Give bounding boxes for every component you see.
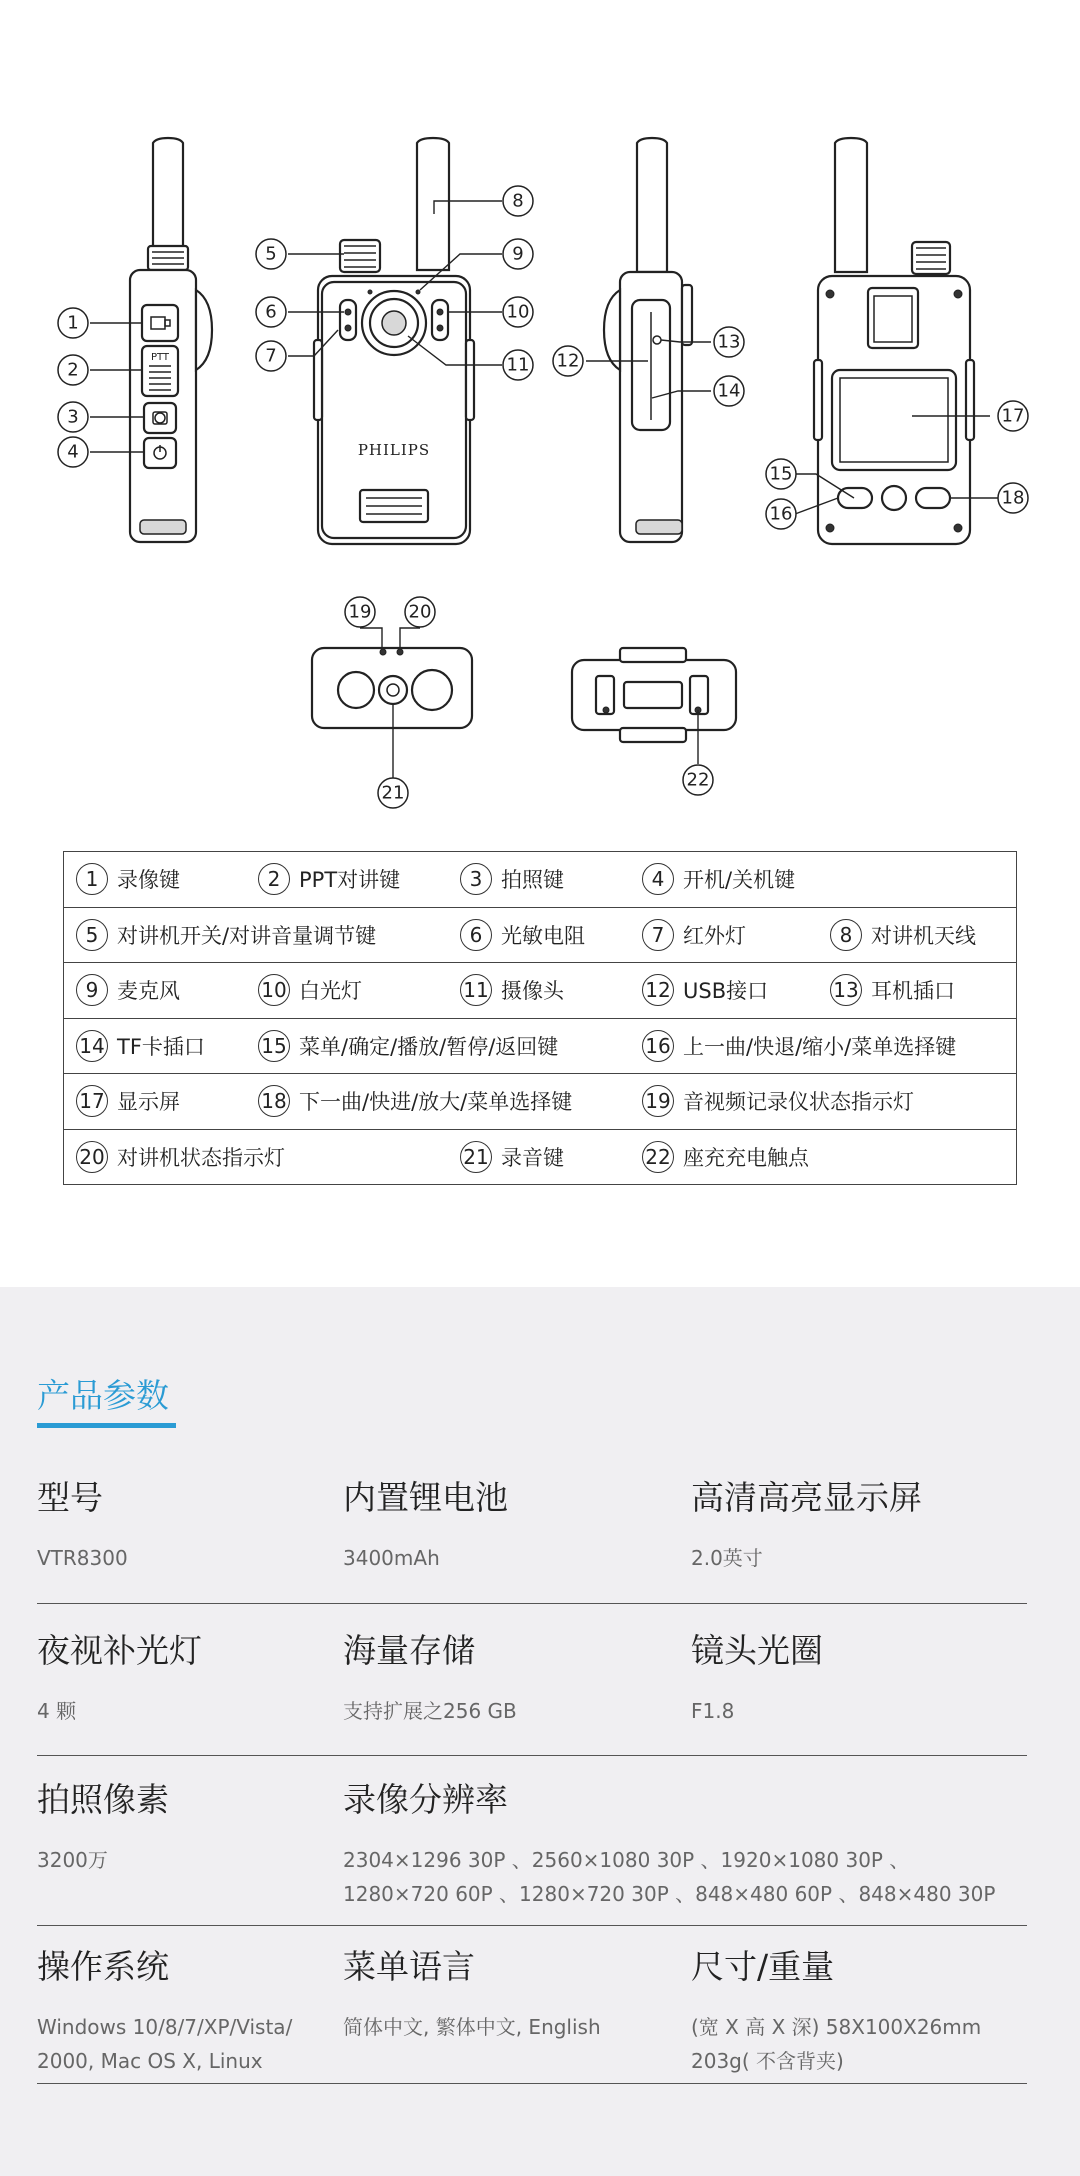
spec-value bbox=[37, 1694, 202, 1728]
front-view bbox=[314, 138, 474, 544]
callout-number: 20 bbox=[408, 601, 432, 623]
callout-3 bbox=[58, 402, 88, 432]
callout-number: 17 bbox=[1001, 405, 1025, 427]
device-diagrams bbox=[0, 0, 1080, 820]
spec-value bbox=[343, 2010, 601, 2044]
legend-item-2 bbox=[258, 852, 400, 907]
callout-17 bbox=[998, 401, 1028, 431]
legend-table bbox=[63, 851, 1017, 1185]
spec-label: 型号 bbox=[37, 1478, 103, 1517]
callout-19 bbox=[345, 597, 375, 627]
spec-value-line: VTR8300 bbox=[37, 1546, 128, 1570]
legend-item-11 bbox=[460, 963, 564, 1018]
callout-number: 5 bbox=[265, 243, 277, 265]
callout-number: 19 bbox=[348, 601, 372, 623]
legend-label: 菜单/确定/播放/暂停/返回键 bbox=[299, 1034, 559, 1059]
callout-number: 2 bbox=[67, 359, 79, 381]
bottom-view bbox=[572, 648, 736, 742]
spec-item bbox=[691, 1625, 823, 1728]
legend-item-20 bbox=[76, 1130, 285, 1185]
legend-number-badge: 14 bbox=[76, 1030, 108, 1062]
callout-number: 4 bbox=[67, 441, 79, 463]
spec-row bbox=[37, 1472, 1027, 1604]
callout-7 bbox=[256, 341, 286, 371]
spec-value-line: 3400mAh bbox=[343, 1546, 440, 1570]
spec-item bbox=[691, 1472, 922, 1575]
spec-label: 录像分辨率 bbox=[343, 1780, 508, 1819]
spec-row bbox=[37, 1941, 1027, 2084]
spec-label: 镜头光圈 bbox=[691, 1631, 823, 1670]
spec-item bbox=[343, 1472, 508, 1575]
spec-value bbox=[343, 1694, 517, 1728]
legend-label: TF卡插口 bbox=[117, 1034, 205, 1059]
legend-number-badge: 9 bbox=[76, 974, 108, 1006]
spec-value-line: Windows 10/8/7/XP/Vista/ bbox=[37, 2015, 293, 2039]
spec-value bbox=[37, 1541, 128, 1575]
legend-label: 下一曲/快进/放大/菜单选择键 bbox=[299, 1090, 573, 1115]
legend-row bbox=[64, 963, 1016, 1019]
spec-item bbox=[37, 1941, 292, 2078]
legend-label: 开机/关机键 bbox=[683, 868, 796, 893]
callout-20 bbox=[405, 597, 435, 627]
legend-item-16 bbox=[642, 1019, 956, 1074]
spec-value-line: 1280×720 60P 、1280×720 30P 、848×480 60P 、848×480 30P bbox=[343, 1882, 996, 1906]
legend-item-13 bbox=[830, 963, 955, 1018]
legend-row bbox=[64, 1130, 1016, 1185]
legend-row bbox=[64, 852, 1016, 908]
spec-label: 高清高亮显示屏 bbox=[691, 1478, 922, 1517]
legend-item-3 bbox=[460, 852, 564, 907]
legend-item-5 bbox=[76, 908, 376, 963]
callout-number: 15 bbox=[769, 463, 793, 485]
callout-18 bbox=[998, 483, 1028, 513]
callout-8 bbox=[503, 186, 533, 216]
legend-item-7 bbox=[642, 908, 746, 963]
legend-row bbox=[64, 1074, 1016, 1130]
legend-label: USB接口 bbox=[683, 979, 769, 1004]
spec-value-line: 203g( 不含背夹) bbox=[691, 2049, 844, 2073]
specs-section bbox=[0, 1287, 1080, 2176]
callout-1 bbox=[58, 308, 88, 338]
spec-row bbox=[37, 1625, 1027, 1756]
legend-item-6 bbox=[460, 908, 585, 963]
spec-value-line: 4 颗 bbox=[37, 1699, 77, 1723]
spec-value bbox=[691, 2010, 981, 2078]
legend-label: 摄像头 bbox=[501, 979, 564, 1004]
legend-label: 录音键 bbox=[501, 1145, 564, 1170]
legend-label: 座充充电触点 bbox=[683, 1145, 809, 1170]
legend-label: 红外灯 bbox=[683, 923, 746, 948]
legend-number-badge: 21 bbox=[460, 1141, 492, 1173]
callout-number: 10 bbox=[506, 301, 530, 323]
legend-label: 音视频记录仪状态指示灯 bbox=[683, 1090, 914, 1115]
legend-number-badge: 2 bbox=[258, 863, 290, 895]
spec-label: 尺寸/重量 bbox=[691, 1947, 835, 1986]
spec-row bbox=[37, 1774, 1027, 1926]
callout-number: 22 bbox=[686, 769, 710, 791]
callout-number: 7 bbox=[265, 345, 277, 367]
spec-value-line: (宽 X 高 X 深) 58X100X26mm bbox=[691, 2015, 982, 2039]
legend-label: 耳机插口 bbox=[871, 979, 955, 1004]
legend-item-15 bbox=[258, 1019, 558, 1074]
legend-row bbox=[64, 908, 1016, 964]
callout-10 bbox=[503, 297, 533, 327]
spec-label: 夜视补光灯 bbox=[37, 1631, 202, 1670]
callout-number: 3 bbox=[67, 406, 79, 428]
legend-number-badge: 20 bbox=[76, 1141, 108, 1173]
legend-number-badge: 11 bbox=[460, 974, 492, 1006]
callout-11 bbox=[503, 350, 533, 380]
legend-number-badge: 5 bbox=[76, 919, 108, 951]
callout-number: 1 bbox=[67, 312, 79, 334]
spec-item bbox=[37, 1625, 202, 1728]
spec-value-line: F1.8 bbox=[691, 1699, 735, 1723]
legend-number-badge: 22 bbox=[642, 1141, 674, 1173]
legend-number-badge: 12 bbox=[642, 974, 674, 1006]
ptt-button-label: PTT bbox=[150, 352, 170, 363]
spec-value bbox=[343, 1843, 995, 1911]
callout-number: 8 bbox=[512, 190, 524, 212]
legend-number-badge: 8 bbox=[830, 919, 862, 951]
spec-value bbox=[691, 1694, 823, 1728]
legend-item-9 bbox=[76, 963, 180, 1018]
spec-label: 菜单语言 bbox=[343, 1947, 475, 1986]
callout-13 bbox=[714, 327, 744, 357]
spec-value-line: 2000, Mac OS X, Linux bbox=[37, 2049, 263, 2073]
legend-item-18 bbox=[258, 1074, 572, 1129]
legend-number-badge: 4 bbox=[642, 863, 674, 895]
spec-item bbox=[343, 1625, 517, 1728]
callout-number: 14 bbox=[717, 380, 741, 402]
brand-logo-text: PHILIPS bbox=[357, 441, 431, 459]
legend-label: 对讲机开关/对讲音量调节键 bbox=[117, 923, 377, 948]
legend-label: 光敏电阻 bbox=[501, 923, 585, 948]
legend-item-19 bbox=[642, 1074, 914, 1129]
callout-number: 18 bbox=[1001, 487, 1025, 509]
legend-label: 显示屏 bbox=[117, 1090, 180, 1115]
spec-item bbox=[37, 1472, 128, 1575]
callout-number: 16 bbox=[769, 503, 793, 525]
callout-21 bbox=[378, 778, 408, 808]
callout-15 bbox=[766, 459, 796, 489]
legend-item-22 bbox=[642, 1130, 809, 1185]
spec-item bbox=[37, 1774, 169, 1877]
legend-label: 麦克风 bbox=[117, 979, 180, 1004]
callout-number: 13 bbox=[717, 331, 741, 353]
callout-number: 12 bbox=[556, 350, 580, 372]
specs-title-underline bbox=[37, 1423, 176, 1428]
callout-4 bbox=[58, 437, 88, 467]
side-view-left bbox=[130, 138, 212, 542]
spec-value-line: 支持扩展之256 GB bbox=[343, 1699, 517, 1723]
callout-number: 21 bbox=[381, 782, 405, 804]
spec-value-line: 3200万 bbox=[37, 1848, 108, 1872]
legend-item-14 bbox=[76, 1019, 205, 1074]
legend-number-badge: 6 bbox=[460, 919, 492, 951]
legend-label: 录像键 bbox=[117, 868, 180, 893]
spec-item bbox=[691, 1941, 981, 2078]
legend-label: PPT对讲键 bbox=[299, 868, 401, 893]
legend-label: 白光灯 bbox=[299, 979, 362, 1004]
spec-label: 操作系统 bbox=[37, 1947, 169, 1986]
legend-number-badge: 19 bbox=[642, 1085, 674, 1117]
spec-item bbox=[343, 1774, 995, 1911]
spec-value-line: 2304×1296 30P 、2560×1080 30P 、1920×1080 30P 、 bbox=[343, 1848, 910, 1872]
spec-value bbox=[343, 1541, 508, 1575]
legend-number-badge: 13 bbox=[830, 974, 862, 1006]
legend-item-4 bbox=[642, 852, 795, 907]
legend-item-8 bbox=[830, 908, 976, 963]
legend-label: 对讲机状态指示灯 bbox=[117, 1145, 285, 1170]
legend-number-badge: 17 bbox=[76, 1085, 108, 1117]
callout-number: 6 bbox=[265, 301, 277, 323]
legend-number-badge: 16 bbox=[642, 1030, 674, 1062]
callout-5 bbox=[256, 239, 286, 269]
callout-9 bbox=[503, 239, 533, 269]
callout-number: 11 bbox=[506, 354, 530, 376]
spec-value-line: 简体中文, 繁体中文, English bbox=[343, 2015, 601, 2039]
legend-label: 对讲机天线 bbox=[871, 923, 976, 948]
callout-number: 9 bbox=[512, 243, 524, 265]
legend-label: 上一曲/快退/缩小/菜单选择键 bbox=[683, 1034, 957, 1059]
legend-item-12 bbox=[642, 963, 768, 1018]
legend-item-21 bbox=[460, 1130, 564, 1185]
spec-value bbox=[691, 1541, 922, 1575]
spec-value-line: 2.0英寸 bbox=[691, 1546, 763, 1570]
spec-label: 海量存储 bbox=[343, 1631, 475, 1670]
legend-number-badge: 3 bbox=[460, 863, 492, 895]
callout-14 bbox=[714, 376, 744, 406]
spec-label: 内置锂电池 bbox=[343, 1478, 508, 1517]
legend-number-badge: 15 bbox=[258, 1030, 290, 1062]
spec-label: 拍照像素 bbox=[37, 1780, 169, 1819]
legend-number-badge: 10 bbox=[258, 974, 290, 1006]
callout-22 bbox=[683, 765, 713, 795]
top-view bbox=[312, 648, 472, 728]
legend-number-badge: 18 bbox=[258, 1085, 290, 1117]
legend-label: 拍照键 bbox=[501, 868, 564, 893]
legend-number-badge: 1 bbox=[76, 863, 108, 895]
spec-value bbox=[37, 1843, 169, 1877]
side-view-right bbox=[604, 138, 692, 542]
spec-item bbox=[343, 1941, 601, 2044]
legend-row bbox=[64, 1019, 1016, 1075]
legend-item-17 bbox=[76, 1074, 180, 1129]
callout-12 bbox=[553, 346, 583, 376]
callout-16 bbox=[766, 499, 796, 529]
back-view bbox=[814, 138, 974, 544]
legend-number-badge: 7 bbox=[642, 919, 674, 951]
legend-item-1 bbox=[76, 852, 180, 907]
spec-value bbox=[37, 2010, 292, 2078]
specs-title: 产品参数 bbox=[37, 1376, 169, 1415]
callout-6 bbox=[256, 297, 286, 327]
callout-2 bbox=[58, 355, 88, 385]
legend-item-10 bbox=[258, 963, 362, 1018]
